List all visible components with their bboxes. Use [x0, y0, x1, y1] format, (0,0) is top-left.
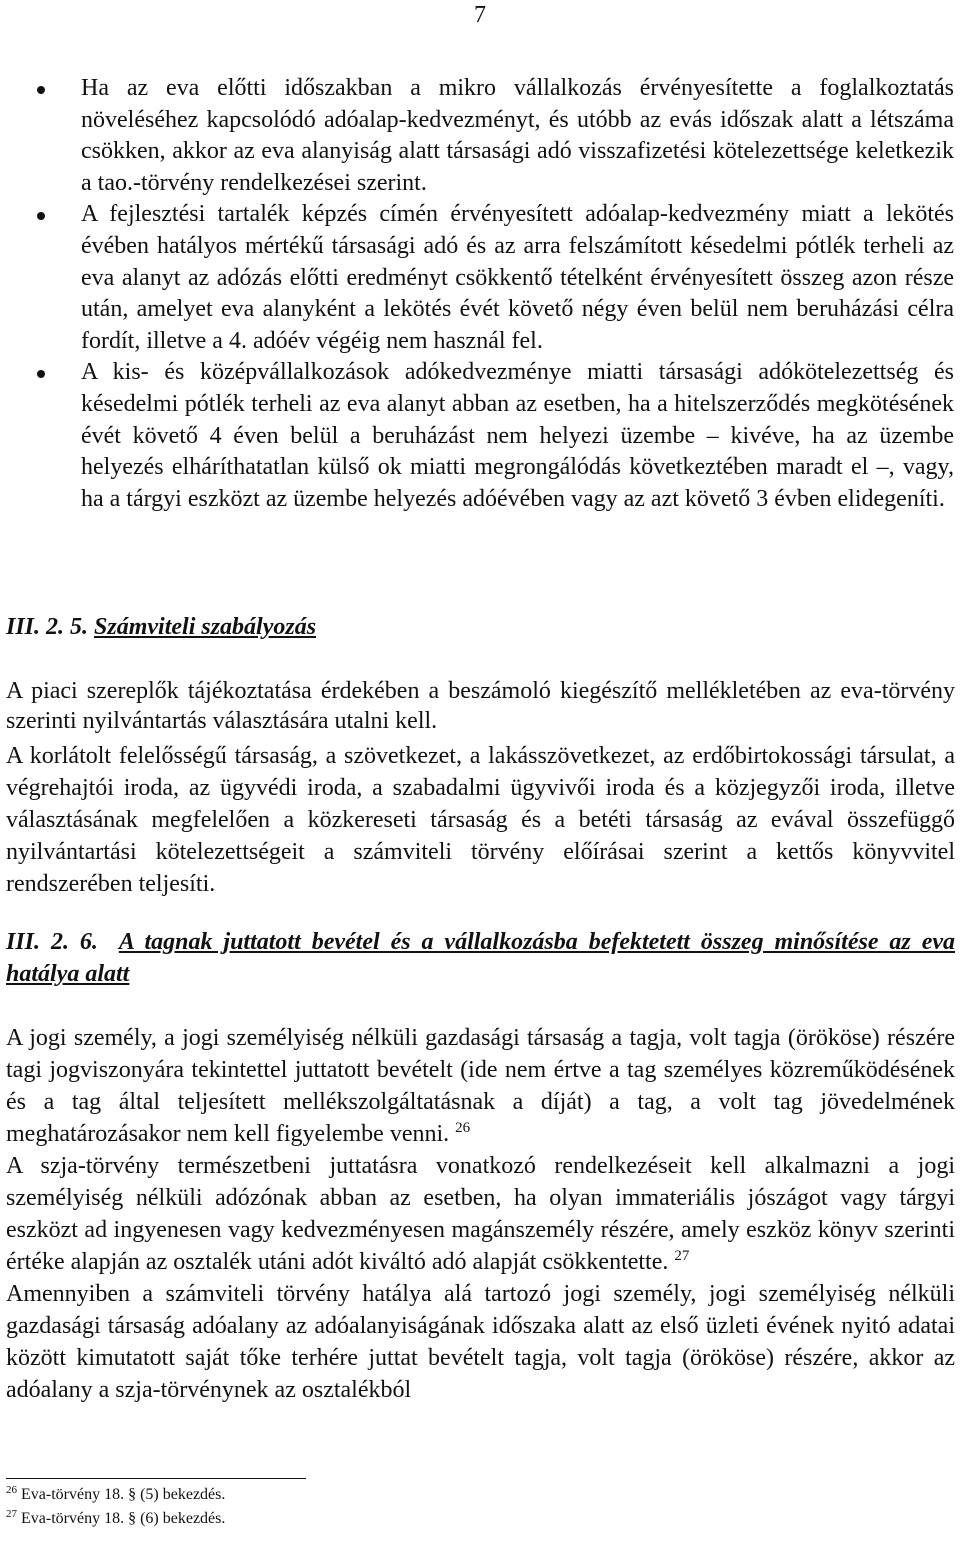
footnote-ref[interactable]: 26: [455, 1120, 471, 1136]
paragraph: A korlátolt felelősségű társaság, a szövetkezet, a lakásszövetkezet, az erdőbirtokossági társulat, a végrehajtói iroda, az ügyvédi iroda, a szabadalmi ügyvivői iroda és a közjegyzői iroda, illetve választásának megfelelően a közkereseti társaság és a betéti társaság az evával összefüggő nyilvántartási kötelezettségeit a számviteli törvény előírásai szerint a kettős könyvvitel rendszerében teljesíti.: [6, 743, 955, 898]
bullet-list: [0, 73, 960, 515]
bullet-dot-icon: [37, 370, 45, 378]
footnote-divider: [6, 1478, 306, 1479]
footnote-text: (5) bekezdés.: [140, 1486, 226, 1503]
section-number: III. 2. 5.: [6, 614, 89, 640]
section-number: III. 2. 6.: [6, 929, 98, 955]
bullet-dot-icon: [37, 212, 45, 220]
section-heading: [6, 926, 955, 990]
section-title: Számviteli szabályozás: [94, 614, 317, 640]
paragraph: [6, 1150, 955, 1278]
paragraph-text: A szja-törvény természetbeni juttatásra vonatkozó rendelkezéseit kell alkalmazni a jogi személyiség nélküli adózónak abban az esetben, ha olyan immateriális jószágot vagy tárgyi eszközt ad ingyenesen vagy kedvezményesen magánszemély részére, amely eszköz könyv szerinti értéke alapján az osztalék utáni adót kiváltó adó alapját csökkentette.: [6, 1153, 955, 1275]
footnote-number: 27: [6, 1508, 17, 1520]
section-heading: [6, 611, 955, 643]
section-3-2-5: [6, 611, 955, 900]
paragraph: [6, 1022, 955, 1150]
page-number: 7: [474, 2, 486, 28]
footnote-text: (6) bekezdés.: [140, 1510, 226, 1527]
bullet-dot-icon: [37, 86, 45, 94]
section-title: A tagnak juttatott bevétel és a vállalkozásba befektetett összeg minősítése az eva hatálya alatt: [6, 929, 956, 987]
footnote-number: 26: [6, 1484, 17, 1496]
section-3-2-6: [6, 926, 955, 1406]
paragraph: A piaci szereplők tájékoztatása érdekében a beszámoló kiegészítő mellékletében az eva-törvény szerinti nyilvántartás választására utalni kell.: [6, 678, 955, 734]
bullet-item: [0, 357, 960, 515]
bullet-text: Ha az eva előtti időszakban a mikro vállalkozás érvényesítette a foglalkoztatás növeléséhez kapcsolódó adóalap-kedvezményt, és utóbb az evás időszak alatt a létszáma csökken, akkor az eva alanyiság alatt társasági adó visszafizetési kötelezettsége keletkezik a tao.-törvény rendelkezései szerint.: [81, 75, 954, 196]
bullet-item: [0, 199, 960, 357]
section-sign: §: [128, 1510, 137, 1527]
footnote-text: Eva-törvény 18.: [21, 1486, 125, 1503]
bullet-text: A kis- és középvállalkozások adókedvezménye miatti társasági adókötelezettség és késedelmi pótlék terheli az eva alanyt abban az esetben, ha a hitelszerződés megkötésének évét követő 4 éven belül a beruházást nem helyezi üzembe – kivéve, ha az üzembe helyezés elháríthatatlan külső ok miatti megrongálódás következtében maradt el –, vagy, ha a tárgyi eszközt az üzembe helyezés adóévében vagy az azt követő 3 évben elidegeníti.: [81, 359, 954, 512]
footnote-ref[interactable]: 27: [674, 1248, 690, 1264]
footnotes: [6, 1483, 606, 1531]
footnote-text: Eva-törvény 18.: [21, 1510, 125, 1527]
bullet-text: A fejlesztési tartalék képzés címén érvényesített adóalap-kedvezmény miatt a lekötés évében hatályos mértékű társasági adó és az arra felszámított késedelmi pótlék terheli az eva alanyt az adózás előtti eredményt csökkentő tételként érvényesített összeg azon része után, amelyet eva alanyként a lekötés évét követő négy éven belül nem beruházási célra fordít, illetve a 4. adóév végéig nem használ fel.: [81, 201, 954, 354]
paragraph: [6, 1278, 955, 1406]
footnote: [6, 1507, 606, 1531]
bullet-item: [0, 73, 960, 199]
footnote: [6, 1483, 606, 1507]
paragraph-text: Amennyiben a számviteli törvény hatálya alá tartozó jogi személy, jogi személyiség nélküli gazdasági társaság adóalany az adóalanyiságának időszaka alatt az első üzleti évének nyitó adatai között kimutatott saját tőke terhére juttat bevételt tagja, volt tagja (örököse) részére, akkor az adóalany a szja-törvénynek az osztalékból: [6, 1281, 955, 1403]
paragraph-text: A jogi személy, a jogi személyiség nélküli gazdasági társaság a tagja, volt tagja (örököse) részére tagi jogviszonyára tekintettel juttatott bevételt (ide nem értve a tag személyes közreműködésének és a tag által teljesített mellékszolgáltatásnak a díját) a tag, a volt tag jövedelmének meghatározásakor nem kell figyelembe venni.: [6, 1025, 955, 1147]
section-sign: §: [128, 1486, 137, 1503]
